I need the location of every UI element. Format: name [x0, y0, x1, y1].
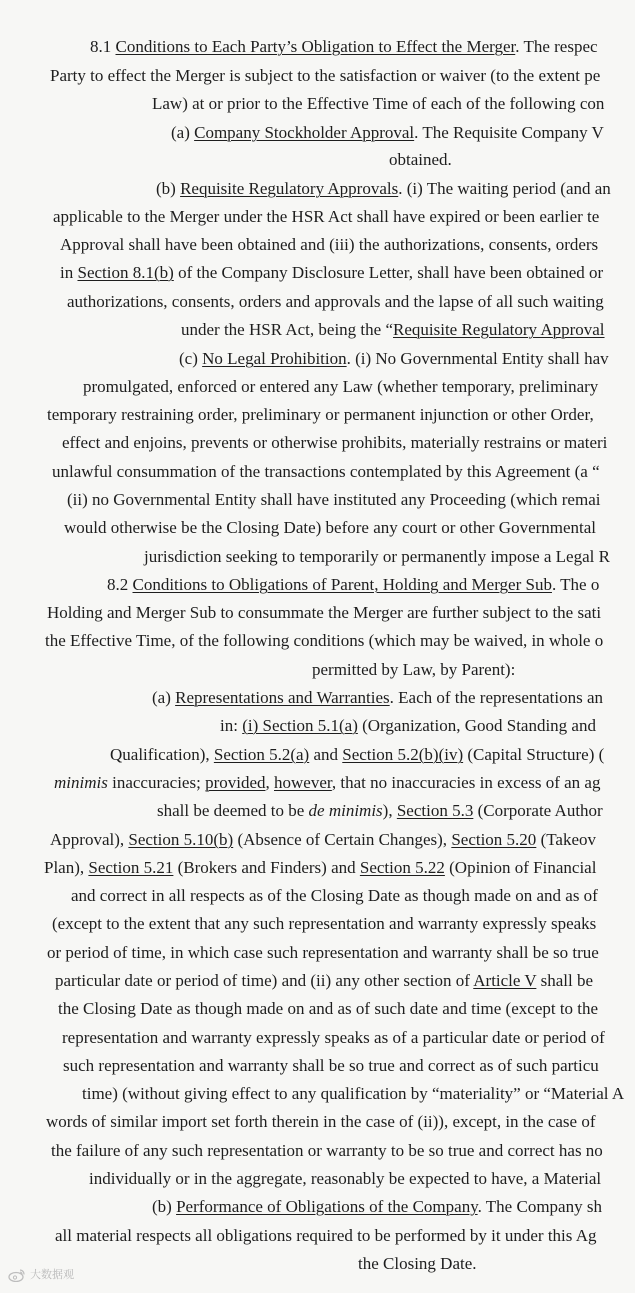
text-run: individually or in the aggregate, reasonably be expected to have, a Material — [89, 1169, 602, 1188]
text-line — [50, 66, 600, 86]
text-run: obtained. — [389, 150, 452, 169]
text-run: (b) — [152, 1197, 177, 1216]
text-run: Plan), — [44, 858, 89, 877]
text-line — [220, 716, 596, 736]
text-line — [83, 377, 598, 397]
text-line — [47, 603, 601, 623]
watermark-text: 大数据观 — [30, 1268, 74, 1281]
text-run: . (i) The waiting period (and an — [398, 179, 611, 198]
text-run: of the Company Disclosure Letter, shall have been obtained or — [173, 263, 604, 282]
cross-reference-link: No Legal Prohibition — [202, 349, 347, 368]
text-run: words of similar import set forth therein in the case of (ii)), except, in the case of — [46, 1112, 596, 1131]
text-line — [44, 858, 596, 878]
text-run: (a) — [171, 123, 195, 142]
text-line — [144, 547, 610, 567]
text-run: . (i) No Governmental Entity shall hav — [346, 349, 609, 368]
text-run: particular date or period of time) and (ii) any other section of — [55, 971, 474, 990]
cross-reference-link: Section 5.2(b)(iv) — [342, 745, 464, 764]
text-run: . The o — [551, 575, 600, 594]
cross-reference-link: Requisite Regulatory Approvals — [180, 179, 399, 198]
text-line — [58, 999, 598, 1019]
text-run: Approval), — [50, 830, 129, 849]
text-run: 8.1 — [90, 37, 116, 56]
text-run: temporary restraining order, preliminary or permanent injunction or other Order, — [47, 405, 594, 424]
cross-reference-link: Section 5.21 — [88, 858, 174, 877]
text-line — [63, 1056, 599, 1076]
text-line — [171, 123, 604, 143]
text-line — [89, 1169, 601, 1189]
text-line — [62, 433, 607, 453]
text-run: (Organization, Good Standing and — [357, 716, 596, 735]
text-line — [157, 801, 603, 821]
text-line — [46, 1112, 596, 1132]
cross-reference-link: (i) Section 5.1(a) — [242, 716, 358, 735]
text-line — [47, 943, 599, 963]
cross-reference-link: Company Stockholder Approval — [194, 123, 415, 142]
text-line — [152, 94, 604, 114]
text-run: inaccuracies; — [107, 773, 206, 792]
text-line — [52, 462, 600, 482]
text-line — [389, 150, 452, 170]
text-run: representation and warranty expressly speaks as of a particular date or period of — [62, 1028, 605, 1047]
cross-reference-link: Section 8.1(b) — [77, 263, 174, 282]
text-run: (Corporate Author — [473, 801, 603, 820]
text-run: time) (without giving effect to any qualification by “materiality” or “Material A — [82, 1084, 625, 1103]
text-run: effect and enjoins, prevents or otherwise prohibits, materially restrains or materi — [62, 433, 608, 452]
text-line — [110, 745, 604, 765]
text-line — [71, 886, 598, 906]
text-run: promulgated, enforced or entered any Law (whether temporary, preliminary — [83, 377, 599, 396]
text-line — [107, 575, 599, 595]
text-run: shall be — [536, 971, 594, 990]
text-run: would otherwise be the Closing Date) before any court or other Governmental — [64, 518, 597, 537]
text-line — [67, 490, 600, 510]
text-line — [50, 830, 596, 850]
text-run: (ii) no Governmental Entity shall have instituted any Proceeding (which remai — [67, 490, 601, 509]
text-run: in — [60, 263, 78, 282]
cross-reference-link: Section 5.10(b) — [128, 830, 234, 849]
text-run: jurisdiction seeking to temporarily or permanently impose a Legal R — [144, 547, 610, 566]
cross-reference-link: Section 5.2(a) — [213, 745, 310, 764]
text-run: (Takeov — [536, 830, 597, 849]
text-line — [82, 1084, 624, 1104]
weibo-logo-icon — [8, 1268, 26, 1282]
text-run: Party to effect the Merger is subject to the satisfaction or waiver (to the extent pe — [50, 66, 601, 85]
cross-reference-link: however — [274, 773, 332, 792]
text-line — [55, 1226, 597, 1246]
text-run: , — [265, 773, 274, 792]
text-run: applicable to the Merger under the HSR Act shall have expired or been earlier te — [53, 207, 600, 226]
cross-reference-link: Conditions to Obligations of Parent, Holding and Merger Sub — [132, 575, 552, 594]
text-line — [60, 263, 603, 283]
text-line — [312, 660, 515, 680]
text-run: unlawful consummation of the transactions contemplated by this Agreement (a “ — [52, 462, 600, 481]
text-run: (Brokers and Finders) and — [173, 858, 360, 877]
text-run: (Opinion of Financial — [444, 858, 597, 877]
text-run: the failure of any such representation or warranty to be so true and correct has no — [51, 1141, 603, 1160]
text-run: the Closing Date as though made on and as of such date and time (except to the — [58, 999, 599, 1018]
text-run: (b) — [156, 179, 181, 198]
text-line — [47, 405, 594, 425]
text-run: and — [309, 745, 343, 764]
text-line — [45, 631, 603, 651]
cross-reference-link: Performance of Obligations of the Company — [176, 1197, 478, 1216]
cross-reference-link: Representations and Warranties — [175, 688, 390, 707]
text-line — [358, 1254, 477, 1274]
text-line — [90, 37, 598, 57]
text-run: 8.2 — [107, 575, 133, 594]
text-run: (except to the extent that any such representation and warranty expressly speaks — [52, 914, 597, 933]
text-run: , that no inaccuracies in excess of an ag — [331, 773, 601, 792]
text-line — [62, 1028, 605, 1048]
text-line — [152, 688, 603, 708]
text-line — [53, 207, 599, 227]
text-line — [55, 971, 593, 991]
text-line — [51, 1141, 603, 1161]
cross-reference-link: Section 5.3 — [396, 801, 474, 820]
text-run: the Effective Time, of the following conditions (which may be waived, in whole o — [45, 631, 604, 650]
text-run: . The respec — [515, 37, 598, 56]
text-run: ), — [382, 801, 397, 820]
watermark — [8, 1266, 74, 1284]
text-run: all material respects all obligations required to be performed by it under this Ag — [55, 1226, 597, 1245]
text-run: . The Requisite Company V — [414, 123, 604, 142]
italic-text: de minimis — [308, 801, 383, 820]
text-run: . Each of the representations an — [389, 688, 604, 707]
text-run: the Closing Date. — [358, 1254, 477, 1273]
text-line — [179, 349, 609, 369]
text-line — [181, 320, 605, 340]
text-line — [60, 235, 598, 255]
text-line — [64, 518, 596, 538]
text-run: Approval shall have been obtained and (iii) the authorizations, consents, orders — [60, 235, 599, 254]
text-line — [156, 179, 611, 199]
cross-reference-link: Conditions to Each Party’s Obligation to Effect the Merger — [115, 37, 516, 56]
cross-reference-link: Section 5.20 — [451, 830, 537, 849]
cross-reference-link: Section 5.22 — [359, 858, 445, 877]
text-line — [67, 292, 604, 312]
text-run: . The Company sh — [477, 1197, 602, 1216]
text-run: in: — [220, 716, 243, 735]
cross-reference-link: Article V — [473, 971, 537, 990]
text-run: Qualification), — [110, 745, 214, 764]
text-run: and correct in all respects as of the Closing Date as though made on and as of — [71, 886, 598, 905]
text-run: shall be deemed to be — [157, 801, 309, 820]
text-run: (a) — [152, 688, 176, 707]
text-run: (Capital Structure) ( — [463, 745, 605, 764]
text-line — [152, 1197, 602, 1217]
text-run: such representation and warranty shall be so true and correct as of such particu — [63, 1056, 599, 1075]
text-run: Law) at or prior to the Effective Time of each of the following con — [152, 94, 605, 113]
text-run: authorizations, consents, orders and approvals and the lapse of all such waiting — [67, 292, 604, 311]
text-run: or period of time, in which case such representation and warranty shall be so true — [47, 943, 599, 962]
text-run: (c) — [179, 349, 203, 368]
italic-text: minimis — [54, 773, 108, 792]
cross-reference-link: provided — [205, 773, 266, 792]
text-run: under the HSR Act, being the “ — [181, 320, 393, 339]
text-run: Holding and Merger Sub to consummate the Merger are further subject to the sati — [47, 603, 602, 622]
cross-reference-link: Requisite Regulatory Approval — [393, 320, 605, 339]
text-line — [54, 773, 600, 793]
text-run: permitted by Law, by Parent): — [312, 660, 516, 679]
text-line — [52, 914, 596, 934]
text-run: (Absence of Certain Changes), — [233, 830, 452, 849]
